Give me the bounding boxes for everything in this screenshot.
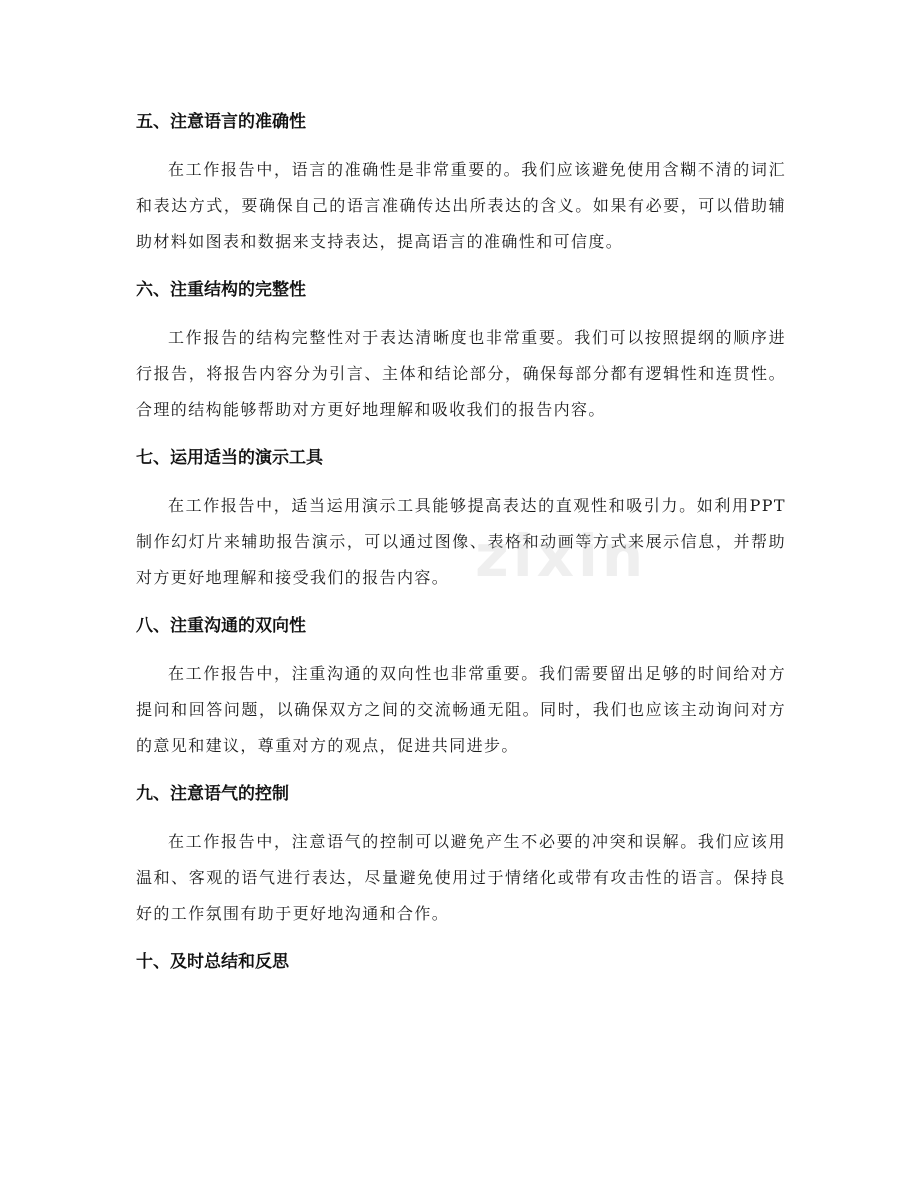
section-body-8: 在工作报告中，注重沟通的双向性也非常重要。我们需要留出足够的时间给对方提问和回答问题，以确保双方之间的交流畅通无阻。同时，我们也应该主动询问对方的意见和建议，尊重对方的观点，促进共同进步。 bbox=[136, 664, 786, 755]
section-body-9: 在工作报告中，注意语气的控制可以避免产生不必要的冲突和误解。我们应该用温和、客观的语气进行表达，尽量避免使用过于情绪化或带有攻击性的语言。保持良好的工作氛围有助于更好地沟通和合作。 bbox=[136, 832, 786, 923]
section-heading-7: 七、运用适当的演示工具 bbox=[136, 448, 323, 468]
section-heading-9: 九、注意语气的控制 bbox=[136, 784, 289, 804]
section-heading-10: 十、及时总结和反思 bbox=[136, 952, 289, 972]
section-heading-6: 六、注重结构的完整性 bbox=[136, 280, 306, 300]
section-heading-8: 八、注重沟通的双向性 bbox=[136, 616, 306, 636]
document-content bbox=[136, 104, 786, 992]
section-body-6: 工作报告的结构完整性对于表达清晰度也非常重要。我们可以按照提纲的顺序进行报告，将报告内容分为引言、主体和结论部分，确保每部分都有逻辑性和连贯性。合理的结构能够帮助对方更好地理解和吸收我们的报告内容。 bbox=[136, 328, 786, 419]
section-body-5: 在工作报告中，语言的准确性是非常重要的。我们应该避免使用含糊不清的词汇和表达方式，要确保自己的语言准确传达出所表达的含义。如果有必要，可以借助辅助材料如图表和数据来支持表达，提高语言的准确性和可信度。 bbox=[136, 160, 786, 251]
section-body-7: 在工作报告中，适当运用演示工具能够提高表达的直观性和吸引力。如利用PPT制作幻灯片来辅助报告演示，可以通过图像、表格和动画等方式来展示信息，并帮助对方更好地理解和接受我们的报告内容。 bbox=[136, 496, 786, 587]
watermark-logo: zixin bbox=[475, 522, 648, 590]
section-heading-5: 五、注意语言的准确性 bbox=[136, 112, 306, 132]
